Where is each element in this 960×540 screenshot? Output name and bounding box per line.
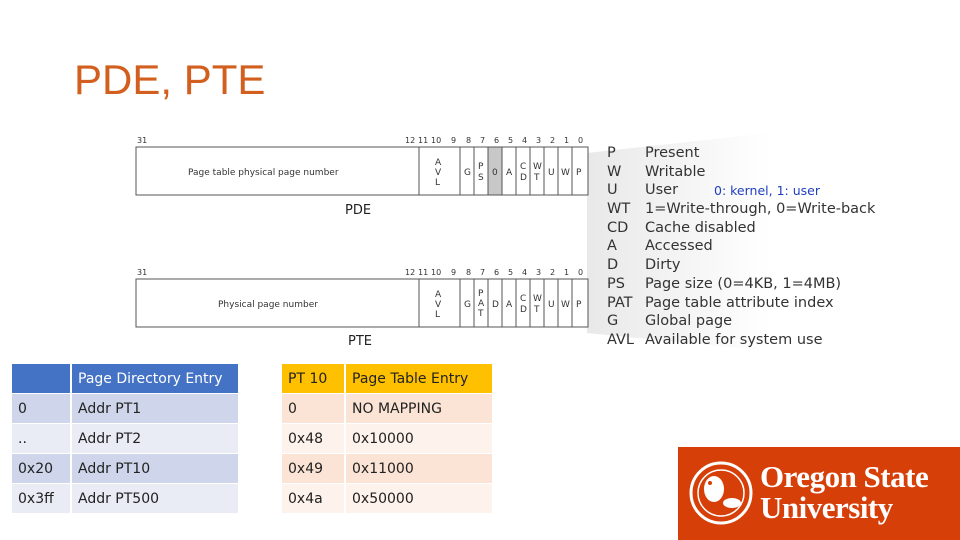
pte-bit-10: 10: [431, 268, 442, 277]
legend-key: U: [607, 182, 618, 199]
pde-flag-w: W: [561, 168, 570, 178]
table-row: [12, 484, 494, 514]
legend-key: G: [607, 313, 619, 330]
table-gap: [240, 394, 282, 424]
pte-flag-w: W: [561, 300, 570, 310]
pte-bit-5: 5: [508, 268, 514, 277]
pte-frame-label: Physical page number: [218, 300, 318, 310]
pde-bit-1: 1: [564, 136, 570, 145]
legend-key: CD: [607, 219, 629, 236]
legend-value: Writable: [645, 163, 706, 180]
pte-flag-wt: W T: [533, 294, 542, 315]
table-cell: Addr PT10: [72, 454, 240, 484]
legend-row: [607, 163, 907, 182]
pte-flag-d: D: [492, 300, 499, 310]
pde-bit-9: 9: [451, 136, 457, 145]
table-cell: NO MAPPING: [346, 394, 494, 424]
seal-icon: [688, 453, 754, 533]
pte-bit-1: 1: [564, 268, 570, 277]
legend-value: Present: [645, 145, 700, 161]
table-cell: Addr PT1: [72, 394, 240, 424]
pte-bit-11: 11: [418, 268, 429, 277]
legend-row: [607, 312, 907, 331]
legend-row: [607, 275, 907, 294]
legend-value: Page table attribute index: [645, 294, 834, 311]
legend-value: Accessed: [645, 238, 713, 255]
pde-flag-g: G: [464, 168, 471, 178]
table-cell: 0x4a: [282, 484, 346, 514]
pte-bit-9: 9: [451, 268, 457, 277]
pde-frame-label: Page table physical page number: [188, 168, 339, 178]
pte-flag-u: U: [548, 300, 555, 310]
table-cell: 0x20: [12, 454, 72, 484]
pde-bit-7: 7: [480, 136, 486, 145]
pte-flag-p: P: [576, 300, 582, 310]
table-cell: ..: [12, 424, 72, 454]
pte-bit-labels: [405, 268, 583, 277]
legend-row: [607, 144, 907, 163]
legend-key: D: [607, 257, 619, 274]
pde-flag-cd: C D: [520, 162, 527, 183]
pde-bit-4: 4: [522, 136, 528, 145]
user-bit-annotation: 0: kernel, 1: user: [714, 183, 820, 198]
legend-key: A: [607, 238, 617, 255]
pde-caption: PDE: [345, 203, 372, 218]
pde-bit-6: 6: [494, 136, 500, 145]
legend-key: WT: [607, 201, 631, 218]
table-header-row: [12, 364, 494, 394]
legend-row: [607, 219, 907, 238]
table-cell: 0x11000: [346, 454, 494, 484]
legend-value: 1=Write-through, 0=Write-back: [645, 201, 876, 218]
legend-row: [607, 331, 907, 350]
pde-bit-12: 12: [405, 136, 416, 145]
legend-row: [607, 237, 907, 256]
legend-row: [607, 200, 907, 219]
table-cell: 0x3ff: [12, 484, 72, 514]
pde-flag-wt: W T: [533, 162, 542, 183]
pte-bit-8: 8: [466, 268, 472, 277]
pte-flag-pat: P A T: [478, 289, 485, 319]
legend-key: P: [607, 145, 616, 161]
pde-bit-11: 11: [418, 136, 429, 145]
legend-value: Global page: [645, 313, 733, 330]
table-row: [12, 424, 494, 454]
pte-bit-7: 7: [480, 268, 486, 277]
pte-bit-12: 12: [405, 268, 416, 277]
pde-bit-2: 2: [550, 136, 556, 145]
pde-bit-31: 31: [137, 136, 148, 145]
legend-row: [607, 256, 907, 275]
paging-table: [12, 364, 494, 514]
pte-bit-2: 2: [550, 268, 556, 277]
pte-flag-avl: A V L: [435, 290, 442, 320]
pde-bit-5: 5: [508, 136, 514, 145]
logo-line-2: University: [760, 490, 893, 525]
legend-value: Dirty: [645, 257, 681, 274]
table-gap: [240, 424, 282, 454]
pde-row: [136, 136, 588, 218]
table-gap: [240, 454, 282, 484]
logo-line-1: Oregon State: [760, 459, 929, 494]
table-cell: Page Table Entry: [346, 364, 494, 394]
pde-bit-8: 8: [466, 136, 472, 145]
table-cell: 0x48: [282, 424, 346, 454]
page-title: PDE, PTE: [74, 56, 266, 103]
table-gap: [240, 364, 282, 394]
pte-flag-a: A: [506, 300, 513, 310]
university-logo: [678, 447, 960, 540]
pde-bit-3: 3: [536, 136, 542, 145]
table-gap: [240, 484, 282, 514]
pde-bit-10: 10: [431, 136, 442, 145]
pte-bit-3: 3: [536, 268, 542, 277]
table-cell: 0x10000: [346, 424, 494, 454]
pte-row: [136, 268, 588, 349]
logo-wordmark: [760, 461, 928, 523]
pte-flag-g: G: [464, 300, 471, 310]
pde-flag-u: U: [548, 168, 555, 178]
legend-row: [607, 294, 907, 313]
pde-flag-a: A: [506, 168, 513, 178]
table-row: [12, 454, 494, 484]
pde-bit-labels: [405, 136, 583, 145]
pte-bit-31: 31: [137, 268, 148, 277]
table-cell: 0x50000: [346, 484, 494, 514]
pde-flag-0: 0: [492, 168, 498, 178]
legend-key: PAT: [607, 294, 633, 311]
legend-value: Cache disabled: [645, 219, 756, 236]
table-cell: Addr PT2: [72, 424, 240, 454]
legend-value: Page size (0=4KB, 1=4MB): [645, 275, 842, 292]
pde-flag-p: P: [576, 168, 582, 178]
pte-bit-4: 4: [522, 268, 528, 277]
table-cell: Page Directory Entry: [72, 364, 240, 394]
table-cell: 0: [282, 394, 346, 424]
table-cell: 0: [12, 394, 72, 424]
table-row: [12, 394, 494, 424]
pte-flag-cd: C D: [520, 294, 527, 315]
pde-flag-ps: P S: [478, 162, 484, 183]
table-cell: 0x49: [282, 454, 346, 484]
table-cell: PT 10: [282, 364, 346, 394]
pte-bit-0: 0: [578, 268, 584, 277]
pte-caption: PTE: [348, 334, 372, 349]
pde-flag-avl: A V L: [435, 158, 442, 188]
legend-value: Available for system use: [645, 331, 823, 348]
flag-legend: [607, 144, 907, 350]
legend-key: W: [607, 163, 622, 180]
table-cell: [12, 364, 72, 394]
pde-bit-0: 0: [578, 136, 584, 145]
pte-bit-6: 6: [494, 268, 500, 277]
legend-key: AVL: [607, 331, 634, 348]
table-cell: Addr PT500: [72, 484, 240, 514]
legend-value: User: [645, 182, 679, 199]
legend-key: PS: [607, 275, 625, 292]
